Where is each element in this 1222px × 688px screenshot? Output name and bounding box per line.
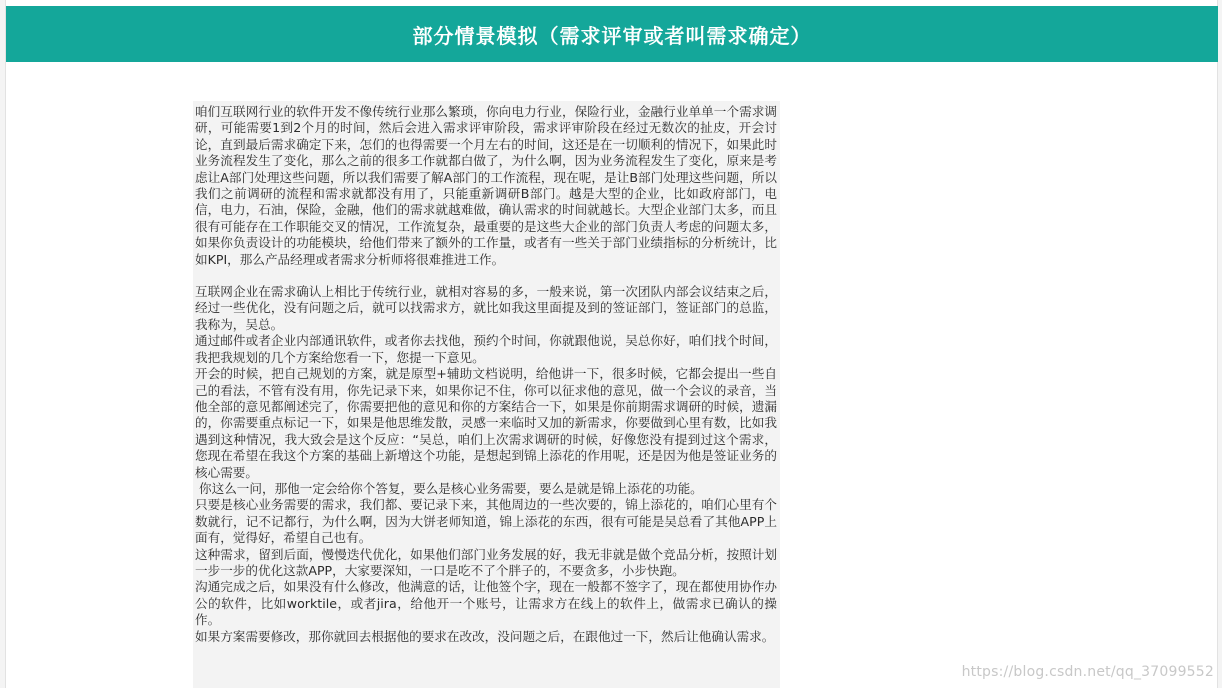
watermark-url: https://blog.csdn.net/qq_37099552 bbox=[961, 664, 1214, 680]
slide-title-bar bbox=[6, 6, 1218, 62]
paragraph-answer: 你这么一问，那他一定会给你个答复，要么是核心业务需要，要么是就是锦上添花的功能。 bbox=[199, 480, 703, 496]
paragraph-core-needs: 只要是核心业务需要的需求，我们都、要记录下来，其他周边的一些次要的，锦上添花的，咱们心里有个数就行，记不记都行，为什么啊，因为大饼老师知道，锦上添花的东西，很有可能是吴总看了其他APP上面有，觉得好，希望自己也有。 bbox=[195, 497, 777, 546]
slide-title: 部分情景模拟（需求评审或者叫需求确定） bbox=[412, 23, 812, 48]
paragraph-traditional-industry: 咱们互联网行业的软件开发不像传统行业那么繁琐，你向电力行业，保险行业，金融行业单单一个需求调研，可能需要1到2个月的时间，然后会进入需求评审阶段，需求评审阶段在经过无数次的扯皮，开会讨论，直到最后需求确定下来，怎们的也得需要一个月左右的时间，这还是在一切顺利的情况下，如果此时业务流程发生了变化，那么之前的很多工作就都白做了，为什么啊，因为业务流程发生了变化，原来是考虑让A部门处理这些问题，所以我们需要了解A部门的工作流程，现在呢，是让B部门处理这些问题，所以我们之前调研的流程和需求就都没有用了，只能重新调研B部门。越是大型的企业，比如政府部门，电信，电力，石油，保险，金融，他们的需求就越难做，确认需求的时间就越长。大型企业部门太多，而且很有可能存在工作职能交叉的情况，工作流复杂，最重要的是这些大企业的部门负责人考虑的问题太多，如果你负责设计的功能模块，给他们带来了额外的工作量，或者有一些关于部门业绩指标的分析统计，比如KPI，那么产品经理或者需求分析师将很难推进工作。 bbox=[195, 104, 777, 267]
paragraph-sign-off: 沟通完成之后，如果没有什么修改，他满意的话，让他签个字，现在一般都不签字了，现在都使用协作办公的软件，比如worktile，或者jira，给他开一个账号，让需求方在线上的软件上，做需求已确认的操作。 bbox=[195, 579, 777, 628]
paragraph-schedule-meeting: 通过邮件或者企业内部通讯软件，或者你去找他，预约个时间，你就跟他说，吴总你好，咱们找个时间，我把我规划的几个方案给您看一下，您提一下意见。 bbox=[195, 333, 777, 365]
document-body bbox=[193, 101, 780, 645]
paragraph-revision: 如果方案需要修改，那你就回去根据他的要求在改改，没问题之后，在跟他过一下，然后让他确认需求。 bbox=[195, 628, 775, 644]
paragraph-meeting-process: 开会的时候，把自己规划的方案，就是原型+辅助文档说明，给他讲一下，很多时候，它都会提出一些自己的看法，不管有没有用，你先记录下来，如果你记不住，你可以征求他的意见，做一个会议的录音，当他全部的意见都阐述完了，你需要把他的意见和你的方案结合一下，如果是你前期需求调研的时候，遗漏的，你需要重点标记一下，如果是他思维发散，灵感一来临时又加的新需求，你要做到心里有数，比如我遇到这种情况，我大致会是这个反应：“吴总，咱们上次需求调研的时候，好像您没有提到过这个需求，您现在希望在我这个方案的基础上新增这个功能，是想起到锦上添花的作用呢，还是因为他是签证业务的核心需要。 bbox=[195, 366, 777, 480]
paragraph-internet-industry: 互联网企业在需求确认上相比于传统行业，就相对容易的多，一般来说，第一次团队内部会议结束之后，经过一些优化，没有问题之后，就可以找需求方，就比如我这里面提及到的签证部门，签证部门的总监，我称为，吴总。 bbox=[195, 284, 777, 332]
paragraph-iteration: 这种需求，留到后面，慢慢迭代优化，如果他们部门业务发展的好，我无非就是做个竞品分析，按照计划一步一步的优化这款APP，大家要深知，一口是吃不了个胖子的，不要贪多，小步快跑。 bbox=[195, 546, 777, 578]
document-panel bbox=[193, 101, 780, 688]
left-frame-edge bbox=[0, 0, 6, 688]
right-frame-edge bbox=[1217, 0, 1222, 688]
